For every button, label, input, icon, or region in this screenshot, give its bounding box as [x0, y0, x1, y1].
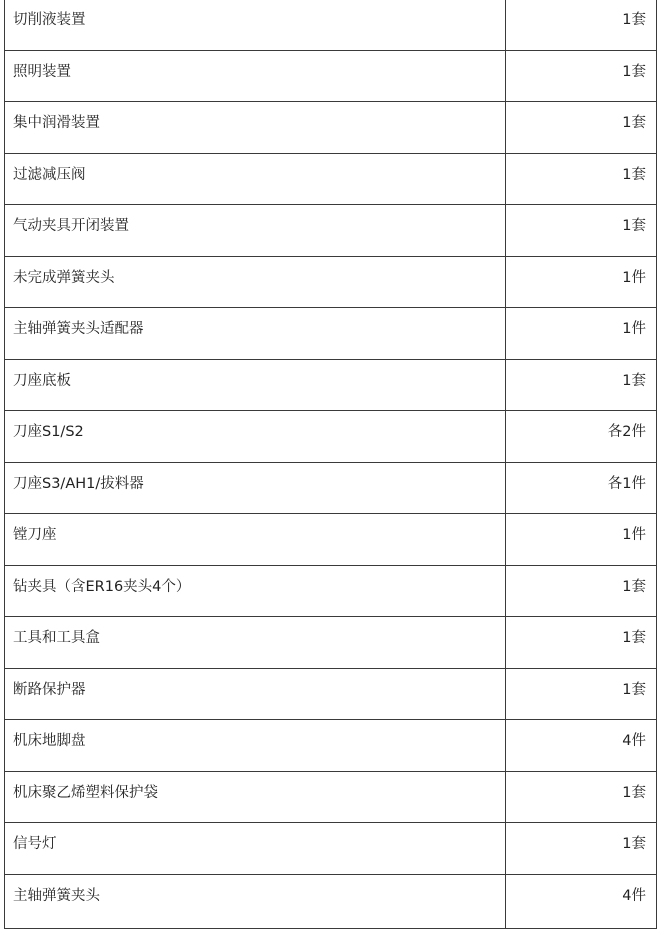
item-name-cell: 机床地脚盘 [5, 720, 506, 772]
item-quantity-cell: 1件 [506, 514, 657, 566]
table-row [5, 617, 657, 669]
item-quantity-cell: 1套 [506, 565, 657, 617]
item-name-cell: 主轴弹簧夹头 [5, 874, 506, 928]
item-name-cell: 气动夹具开闭装置 [5, 205, 506, 257]
item-quantity-cell: 1套 [506, 50, 657, 102]
item-quantity-cell: 4件 [506, 720, 657, 772]
item-quantity-cell: 1套 [506, 617, 657, 669]
table-row [5, 823, 657, 875]
table-row [5, 874, 657, 928]
table-row [5, 668, 657, 720]
table-row [5, 411, 657, 463]
item-quantity-cell: 1套 [506, 668, 657, 720]
table-row [5, 720, 657, 772]
item-quantity-cell: 1套 [506, 359, 657, 411]
item-name-cell: 未完成弹簧夹头 [5, 256, 506, 308]
item-name-cell: 信号灯 [5, 823, 506, 875]
accessory-table-body [5, 0, 657, 928]
item-quantity-cell: 各2件 [506, 411, 657, 463]
item-name-cell: 刀座S3/AH1/拔料器 [5, 462, 506, 514]
table-row [5, 153, 657, 205]
item-quantity-cell: 1套 [506, 771, 657, 823]
item-quantity-cell: 1套 [506, 153, 657, 205]
table-row [5, 205, 657, 257]
table-row [5, 256, 657, 308]
item-name-cell: 集中润滑装置 [5, 102, 506, 154]
item-name-cell: 机床聚乙烯塑料保护袋 [5, 771, 506, 823]
table-row [5, 102, 657, 154]
item-quantity-cell: 1套 [506, 823, 657, 875]
item-quantity-cell: 4件 [506, 874, 657, 928]
item-name-cell: 工具和工具盒 [5, 617, 506, 669]
item-quantity-cell: 1套 [506, 205, 657, 257]
item-name-cell: 切削液装置 [5, 0, 506, 50]
item-name-cell: 主轴弹簧夹头适配器 [5, 308, 506, 360]
item-name-cell: 钻夹具（含ER16夹头4个） [5, 565, 506, 617]
table-row [5, 359, 657, 411]
table-row [5, 514, 657, 566]
table-row [5, 50, 657, 102]
table-row [5, 771, 657, 823]
item-name-cell: 断路保护器 [5, 668, 506, 720]
item-name-cell: 镗刀座 [5, 514, 506, 566]
item-name-cell: 刀座S1/S2 [5, 411, 506, 463]
table-row [5, 565, 657, 617]
item-name-cell: 照明装置 [5, 50, 506, 102]
table-row [5, 0, 657, 50]
item-quantity-cell: 1件 [506, 308, 657, 360]
item-quantity-cell: 1件 [506, 256, 657, 308]
table-row [5, 308, 657, 360]
item-name-cell: 过滤减压阀 [5, 153, 506, 205]
item-quantity-cell: 1套 [506, 0, 657, 50]
item-name-cell: 刀座底板 [5, 359, 506, 411]
item-quantity-cell: 各1件 [506, 462, 657, 514]
accessory-table [4, 0, 657, 929]
item-quantity-cell: 1套 [506, 102, 657, 154]
table-row [5, 462, 657, 514]
